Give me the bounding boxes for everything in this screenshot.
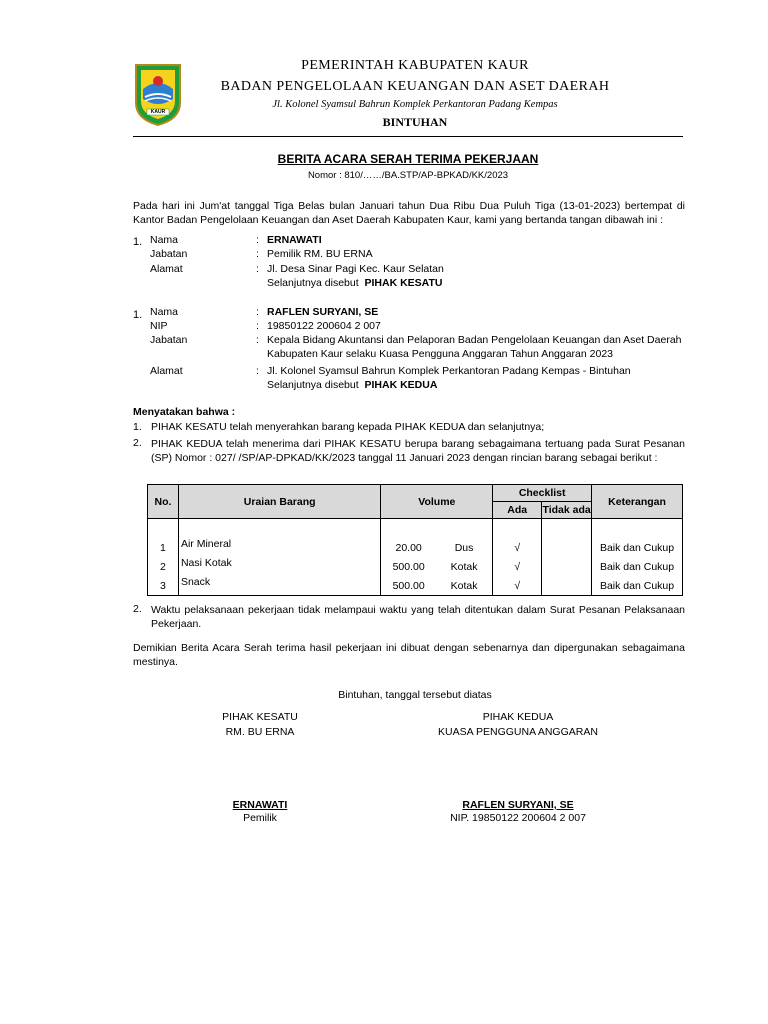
letterhead-city: BINTUHAN <box>382 115 448 129</box>
signature-right <box>418 711 618 824</box>
letterhead-divider <box>133 136 683 137</box>
disebut-text: Selanjutnya disebut <box>267 277 359 289</box>
statement-2-number: 2. <box>133 437 142 449</box>
statement-3: Waktu pelaksanaan pekerjaan tidak melampaui waktu yang telah ditentukan dalam Surat Pesanan Pelaksanaan Pekerjaan. <box>151 604 685 630</box>
menyatakan-heading: Menyatakan bahwa : <box>133 406 236 418</box>
party-one-jabatan: Pemilik RM. BU ERNA <box>267 248 373 260</box>
logo-text: KAUR <box>150 109 166 115</box>
document-number: Nomor : 810/……/BA.STP/AP-BPKAD/KK/2023 <box>307 170 509 181</box>
row-no: 1 <box>148 538 179 557</box>
party-two-nip-label: NIP <box>150 320 168 332</box>
party-one-number: 1. <box>133 236 143 248</box>
row-unit: Dus <box>436 538 493 557</box>
header-volume: Volume <box>381 485 493 519</box>
signature-left <box>180 711 340 824</box>
colon: : <box>256 320 259 332</box>
party-two-jabatan-line2: Kabupaten Kaur selaku Kuasa Pengguna Anggaran Tahun Anggaran 2023 <box>267 348 614 360</box>
header-checklist: Checklist <box>493 485 592 502</box>
disebut-text: Selanjutnya disebut <box>267 379 359 391</box>
colon: : <box>256 234 259 246</box>
items-table <box>147 484 683 596</box>
party-two-alamat-label: Alamat <box>150 365 183 377</box>
colon: : <box>256 334 259 346</box>
letterhead-line1: PEMERINTAH KABUPATEN KAUR <box>301 58 529 73</box>
row-qty: 500.00 <box>381 557 436 576</box>
table-row <box>148 538 683 557</box>
row-uraian: Air Mineral <box>178 538 380 557</box>
letterhead-line2: BADAN PENGELOLAAN KEUANGAN DAN ASET DAERAH <box>220 79 610 94</box>
party-one-alamat-label: Alamat <box>150 263 183 275</box>
colon: : <box>256 263 259 275</box>
kaur-emblem-icon <box>133 63 183 127</box>
place-date: Bintuhan, tanggal tersebut diatas <box>338 689 492 701</box>
row-uraian: Nasi Kotak <box>178 557 380 576</box>
signer-org: RM. BU ERNA <box>225 726 295 738</box>
intro-paragraph: Pada hari ini Jum'at tanggal Tiga Belas bulan Januari tahun Dua Ribu Dua Puluh Tiga (13-01-2023) bertempat di Kantor Badan Pengelolaan Keuangan dan Aset Daerah Kabupaten Kaur, kami yang bertanda tangan dibawah ini : <box>133 200 685 226</box>
party-two-alamat: Jl. Kolonel Syamsul Bahrun Komplek Perkantoran Padang Kempas - Bintuhan <box>267 365 631 377</box>
party-one-nama: ERNAWATI <box>267 234 322 246</box>
row-unit: Kotak <box>436 557 493 576</box>
row-uraian: Snack <box>178 576 380 596</box>
row-ada: √ <box>493 557 542 576</box>
row-tidak-ada <box>542 538 592 557</box>
party-one-disebut <box>267 277 442 289</box>
party-one-jabatan-label: Jabatan <box>150 248 188 260</box>
row-qty: 500.00 <box>381 576 436 596</box>
signer-org: KUASA PENGGUNA ANGGARAN <box>438 726 598 738</box>
signer-role: PIHAK KEDUA <box>482 711 554 723</box>
row-tidak-ada <box>542 557 592 576</box>
signer-name: RAFLEN SURYANI, SE <box>462 799 574 811</box>
row-tidak-ada <box>542 576 592 596</box>
party-one-alamat: Jl. Desa Sinar Pagi Kec. Kaur Selatan <box>267 263 444 275</box>
signer-title: Pemilik <box>243 812 277 824</box>
party-two-disebut <box>267 379 437 391</box>
row-no: 3 <box>148 576 179 596</box>
header-uraian: Uraian Barang <box>178 485 380 519</box>
party-two-nip: 19850122 200604 2 007 <box>267 320 381 332</box>
statement-3-number: 2. <box>133 603 142 615</box>
table-row <box>148 557 683 576</box>
colon: : <box>256 306 259 318</box>
table-row <box>148 576 683 596</box>
header-tidak-ada: Tidak ada <box>542 502 592 519</box>
document-title: BERITA ACARA SERAH TERIMA PEKERJAAN <box>277 152 539 166</box>
row-qty: 20.00 <box>381 538 436 557</box>
statement-1-number: 1. <box>133 421 142 433</box>
party-two-nama: RAFLEN SURYANI, SE <box>267 306 379 318</box>
party-one-pihak: PIHAK KESATU <box>364 277 443 289</box>
signer-role: PIHAK KESATU <box>222 711 298 723</box>
colon: : <box>256 365 259 377</box>
statement-1: PIHAK KESATU telah menyerahkan barang kepada PIHAK KEDUA dan selanjutnya; <box>151 421 545 433</box>
signer-title: NIP. 19850122 200604 2 007 <box>450 812 586 824</box>
table-spacer-row <box>148 519 683 539</box>
row-unit: Kotak <box>436 576 493 596</box>
row-keterangan: Baik dan Cukup <box>592 538 683 557</box>
row-keterangan: Baik dan Cukup <box>592 557 683 576</box>
party-two-pihak: PIHAK KEDUA <box>364 379 438 391</box>
letterhead-address: Jl. Kolonel Syamsul Bahrun Komplek Perkantoran Padang Kempas <box>272 99 558 110</box>
party-two-jabatan-line1: Kepala Bidang Akuntansi dan Pelaporan Badan Pengelolaan Keuangan dan Aset Daerah <box>267 334 682 346</box>
regency-logo <box>133 63 183 127</box>
row-no: 2 <box>148 557 179 576</box>
header-no: No. <box>148 485 179 519</box>
party-two-jabatan-label: Jabatan <box>150 334 188 346</box>
row-ada: √ <box>493 576 542 596</box>
party-two-number: 1. <box>133 309 143 321</box>
header-keterangan: Keterangan <box>592 485 683 519</box>
party-two-nama-label: Nama <box>150 306 179 318</box>
signer-name: ERNAWATI <box>232 799 288 811</box>
header-ada: Ada <box>493 502 542 519</box>
row-ada: √ <box>493 538 542 557</box>
party-one-nama-label: Nama <box>150 234 179 246</box>
colon: : <box>256 248 259 260</box>
row-keterangan: Baik dan Cukup <box>592 576 683 596</box>
closing-paragraph: Demikian Berita Acara Serah terima hasil pekerjaan ini dibuat dengan sebenarnya dan dipergunakan sebagaimana mestinya. <box>133 642 685 668</box>
statement-2: PIHAK KEDUA telah menerima dari PIHAK KESATU berupa barang sebagaimana tertuang pada Surat Pesanan (SP) Nomor : 027/ /SP/AP-DPKAD/KK/2023 tanggal 11 Januari 2023 dengan rincian barang sebagai berikut : <box>151 438 685 464</box>
